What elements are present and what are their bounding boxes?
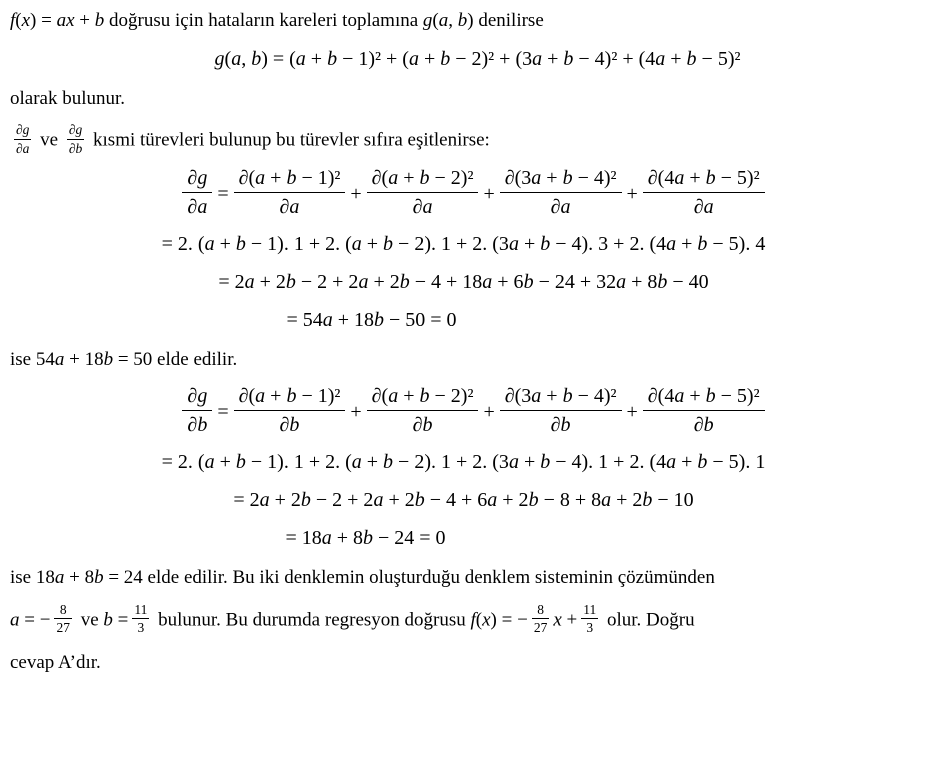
fraction-numerator: ∂(3a + b − 4)² bbox=[500, 384, 622, 411]
fraction-numerator: ∂(a + b − 1)² bbox=[234, 384, 346, 411]
math-segment: + bbox=[626, 183, 638, 206]
fraction-numerator: ∂g bbox=[182, 384, 212, 411]
fraction-numerator: 8 bbox=[54, 602, 72, 620]
fraction-denominator: ∂b bbox=[279, 413, 300, 436]
fraction-numerator: ∂(3a + b − 4)² bbox=[500, 166, 622, 193]
fraction-denominator: ∂a bbox=[16, 140, 30, 156]
fraction-denominator: ∂b bbox=[68, 140, 83, 156]
math-segment: = 2. (a + b − 1). 1 + 2. (a + b − 2). 1 + 2. (3a + b − 4). 1 + 2. (4a + b − 5). 1 bbox=[161, 450, 766, 473]
fraction-denominator: ∂b bbox=[693, 413, 714, 436]
dg-db-step1 bbox=[10, 451, 917, 474]
math-segment: + bbox=[350, 183, 362, 206]
text-segment: kısmi türevleri bulunup bu türevler sıfıra eşitlenirse: bbox=[88, 129, 490, 151]
text-segment: ve bbox=[35, 129, 63, 151]
text-segment: ise bbox=[10, 349, 36, 371]
math-segment: = 2a + 2b − 2 + 2a + 2b − 4 + 18a + 6b − 24 + 32a + 8b − 40 bbox=[218, 271, 709, 294]
dg-da-step1 bbox=[10, 233, 917, 256]
fraction bbox=[643, 384, 765, 437]
fraction bbox=[500, 166, 622, 219]
answer-line bbox=[10, 650, 917, 676]
text-segment: olarak bulunur. bbox=[10, 87, 126, 109]
math-segment: = 18a + 8b − 24 = 0 bbox=[285, 526, 446, 549]
dg-da-expansion bbox=[20, 168, 927, 221]
math-segment: + bbox=[483, 183, 495, 206]
fraction bbox=[532, 602, 550, 636]
fraction-denominator: 3 bbox=[137, 620, 145, 636]
fraction bbox=[67, 122, 84, 156]
fraction-denominator: 27 bbox=[56, 620, 70, 636]
olarak-line bbox=[10, 86, 917, 112]
text-segment: olur. Doğru bbox=[602, 608, 695, 630]
fraction-numerator: 8 bbox=[532, 602, 550, 620]
math-segment: g(a, b) = (a + b − 1)² + (a + b − 2)² + (3a + b − 4)² + (4a + b − 5)² bbox=[214, 47, 741, 70]
eq2-line bbox=[10, 565, 917, 591]
text-segment: ise bbox=[10, 566, 36, 588]
fraction-denominator: ∂b bbox=[187, 413, 208, 436]
text-segment: elde edilir. Bu iki denklemin oluşturduğu denklem sisteminin çözümünden bbox=[142, 566, 715, 588]
text-segment: ve bbox=[75, 608, 104, 630]
fraction-numerator: ∂(4a + b − 5)² bbox=[643, 384, 765, 411]
math-segment: f(x) = ax + b bbox=[10, 10, 105, 31]
dg-da-result bbox=[0, 309, 825, 332]
math-segment: 54a + 18b = 50 bbox=[35, 349, 153, 371]
math-segment: b = bbox=[103, 608, 129, 630]
intro-line bbox=[10, 8, 917, 34]
text-segment: elde edilir. bbox=[152, 349, 238, 371]
text-segment: doğrusu için hataların kareleri toplamına bbox=[104, 10, 423, 31]
text-segment: bulunur. Bu durumda regresyon doğrusu bbox=[153, 608, 471, 630]
math-segment: = 54a + 18b − 50 = 0 bbox=[286, 309, 457, 332]
math-segment: a = − bbox=[10, 608, 51, 630]
g-definition bbox=[24, 48, 931, 71]
math-segment: = 2. (a + b − 1). 1 + 2. (a + b − 2). 1 + 2. (3a + b − 4). 3 + 2. (4a + b − 5). 4 bbox=[161, 233, 766, 256]
fraction-numerator: ∂g bbox=[67, 122, 84, 140]
fraction bbox=[643, 166, 765, 219]
fraction-denominator: 3 bbox=[586, 620, 594, 636]
fraction-numerator: 11 bbox=[581, 602, 598, 620]
fraction bbox=[14, 122, 31, 156]
fraction-numerator: ∂(a + b − 2)² bbox=[367, 384, 479, 411]
fraction-denominator: ∂a bbox=[187, 196, 208, 219]
math-segment: x + bbox=[553, 608, 578, 630]
fraction bbox=[132, 602, 149, 636]
fraction-numerator: ∂(a + b − 2)² bbox=[367, 166, 479, 193]
fraction-numerator: ∂g bbox=[14, 122, 31, 140]
fraction-denominator: ∂a bbox=[550, 196, 571, 219]
dg-db-expansion bbox=[20, 386, 927, 439]
math-segment: g(a, b) bbox=[422, 10, 474, 31]
fraction-denominator: 27 bbox=[533, 620, 548, 636]
fraction bbox=[234, 166, 346, 219]
dg-da-step2 bbox=[10, 271, 917, 294]
fraction bbox=[234, 384, 346, 437]
partials-intro bbox=[10, 124, 917, 158]
math-segment: + bbox=[626, 400, 638, 423]
solution-line bbox=[10, 601, 917, 638]
fraction-numerator: ∂g bbox=[182, 166, 212, 193]
math-segment: f(x) = − bbox=[470, 608, 528, 630]
fraction bbox=[54, 602, 72, 636]
math-segment: = bbox=[217, 183, 229, 206]
fraction bbox=[182, 166, 212, 219]
fraction-numerator: ∂(a + b − 1)² bbox=[234, 166, 346, 193]
fraction-denominator: ∂b bbox=[550, 413, 571, 436]
math-segment: 18a + 8b = 24 bbox=[35, 566, 143, 588]
fraction-denominator: ∂b bbox=[412, 413, 433, 436]
math-segment: + bbox=[483, 400, 495, 423]
dg-db-step2 bbox=[10, 489, 917, 512]
fraction-numerator: ∂(4a + b − 5)² bbox=[643, 166, 765, 193]
fraction-denominator: ∂a bbox=[693, 196, 714, 219]
fraction bbox=[367, 166, 479, 219]
text-segment: denilirse bbox=[473, 10, 544, 31]
fraction bbox=[182, 384, 212, 437]
math-segment: = 2a + 2b − 2 + 2a + 2b − 4 + 6a + 2b − 8 + 8a + 2b − 10 bbox=[233, 488, 694, 511]
fraction bbox=[367, 384, 479, 437]
text-segment: cevap A’dır. bbox=[10, 651, 101, 673]
math-segment: + bbox=[350, 400, 362, 423]
math-segment: = bbox=[217, 400, 229, 423]
fraction bbox=[500, 384, 622, 437]
eq1-line bbox=[10, 347, 917, 373]
fraction-numerator: 11 bbox=[132, 602, 149, 620]
fraction-denominator: ∂a bbox=[412, 196, 433, 219]
dg-db-result bbox=[0, 527, 819, 550]
fraction bbox=[581, 602, 598, 636]
fraction-denominator: ∂a bbox=[279, 196, 300, 219]
